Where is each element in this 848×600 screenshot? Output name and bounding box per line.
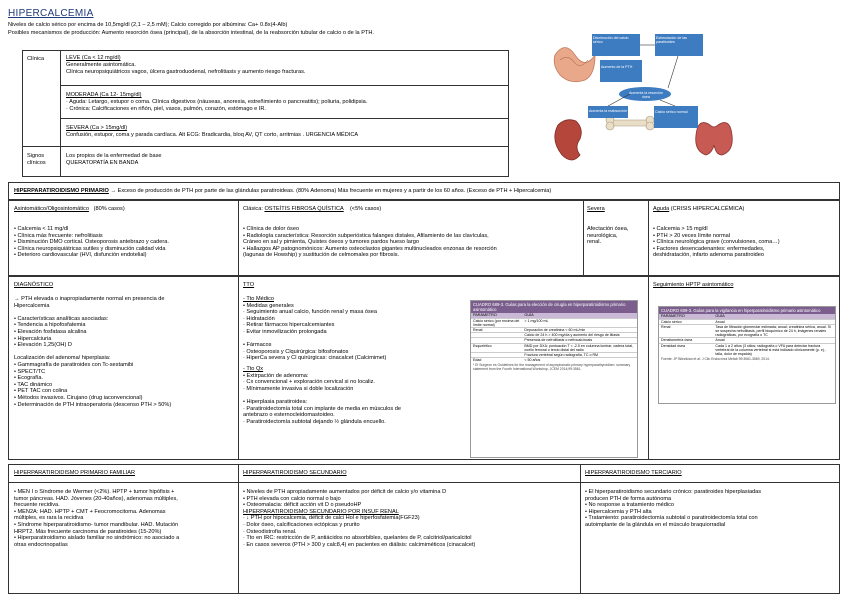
tto-medico-title: - Tto Médico: [243, 296, 274, 302]
familiar-line: otras endocrinopatías: [14, 541, 68, 548]
asintomatico-line: • Calcemia < 11 mg/dl: [14, 226, 69, 232]
clasica-line: • Radiología característica: Resorción subperióstica falanges distales, Afilamiento de las clavículas,: [243, 232, 489, 239]
familiar-list: [14, 489, 179, 548]
clasica-list: [243, 226, 497, 259]
intestine-icon: [554, 48, 595, 82]
tto-title: TTO: [243, 282, 255, 288]
asintomatico-title: Asintomático/Oligosintomático: [14, 206, 89, 212]
diagnostico-line: • Tendencia a hipofosfatemia: [14, 322, 86, 329]
diagram-box-3: Aumento de la PTH: [601, 65, 633, 69]
terciario-line: • Hipercalcemia y PTH alta: [585, 508, 652, 515]
kidney-icon: [555, 120, 582, 160]
severa-title: SEVERA (Ca > 15mg/dl): [66, 125, 128, 131]
secundario-line: · Osteodistrofia renal.: [243, 528, 297, 535]
card2-cell: Cada 1 a 2 años (3 sitios; radiografía o VFA para detectar fractura vertebral de la columna vertebral si está indicado clínicamente (p. ej., talla, dolor de espalda): [715, 343, 826, 357]
aguda-title-2: (CRISIS HIPERCALCÉMICA): [669, 206, 745, 212]
familiar-line: • Hiperparatiroidismo aislado familiar no sindrómico: no asociado a: [14, 535, 180, 542]
severa-col-list: [587, 226, 628, 246]
signos-line-2: QUERATOPATÍA EN BANDA: [66, 160, 139, 166]
pth-pathway-diagram: [550, 30, 745, 175]
card1-footnote: * El Surgeon es Guidelines for the management of asymptomatic primary hyperparathyroidism: summary statement from the Fourth International Workshop. JCEM 2014;99:3561.: [473, 363, 631, 372]
diagnostico-line: • Hipercalciuria: [14, 335, 52, 342]
thyroid-icon: [696, 123, 733, 155]
secundario-line: • PTH elevada con calcio normal o bajo: [243, 495, 341, 502]
moderada-line-2: · Crónica: Calcificaciones en riñón, piel, vasos, pulmón, corazón, estómago e IR.: [66, 106, 266, 112]
pathway-illustration: [550, 30, 745, 175]
clinica-label: Clínica: [27, 56, 45, 62]
diagnostico-line: • Gammagrafía de paratiroides con Tc-sestamibi: [14, 361, 134, 368]
aguda-line: • PTH > 20 veces límite normal: [653, 232, 731, 239]
hpp-header-title: HIPERPARATIROIDISMO PRIMARIO: [14, 188, 109, 194]
card2-footnote: Fuente: JP Bilezikian et al: J Clin Endocrinol Metab 99:3561-3569, 2014.: [661, 357, 770, 362]
diagram-box-2: Estimulación de las paratiroides: [656, 36, 687, 45]
moderada-line-1: · Aguda: Letargo, estupor o coma. Clínica digestivos (náuseas, anorexia, estreñimiento o pancreatitis); poliuria, polidipsia.: [66, 99, 368, 105]
secundario-line: · Dolor óseo, calcificaciones ectópicas y prurito: [243, 521, 360, 528]
leve-line-1: Generalmente asintomática.: [66, 62, 136, 68]
clasica-line: Cráneo en sal y pimienta, Quistes óseos y tumores pardos hueso largo: [243, 239, 419, 246]
card2-head-2: GUÍA: [715, 314, 725, 318]
terciario-line: • Tratamiento: paratiroidectomía subtotal o paratiroidectomía total con: [585, 515, 758, 522]
clasica-title-b: OSTEÍTIS FIBROSA QUÍSTICA: [264, 206, 344, 212]
card2-head-1: PARÁMETRO: [661, 314, 685, 318]
card1-cell: [471, 338, 522, 342]
asintomatico-list: [14, 226, 169, 259]
card1-cell: > 1 mg/100 mL: [524, 318, 549, 323]
tto-line: · HiperCa severa y Cl quirúrgicas: cinacalcet (Calcimimet): [243, 355, 387, 362]
card2-cell: Anual: [715, 338, 725, 343]
page-title: HIPERCALCEMIA: [8, 8, 94, 19]
card2-cell: Densidad ósea: [661, 343, 685, 348]
tto-line: · Osteoporosis y Clquirúrgica: bifosfonatos: [243, 348, 349, 355]
terciario-list: [585, 489, 761, 529]
diagnostico-line: [14, 349, 171, 356]
asintomatico-line: • Clínica más frecuente: nefrolitiasis: [14, 232, 103, 239]
clasica-pct: (<5% casos): [349, 206, 382, 212]
moderada-title: MODERADA (Ca 12- 15mg/dl): [66, 92, 142, 98]
familiar-line: múltiples, es rara la recidiva: [14, 515, 84, 522]
card1-cell: Depuración de creatinina < 60 mL/min: [524, 328, 586, 332]
diagnostico-list: [14, 296, 171, 408]
secundario-line: · Tto en IRC: restricción de P, antiácidos no absorbibles, quelantes de P, calcitriol/paricalcitol: [243, 535, 472, 542]
aguda-line: • Calcemia > 15 mg/dl: [653, 226, 708, 232]
familiar-line: • MEN2A: HAD. HPTP + CMT + Feocromocitoma. Adenomas: [14, 508, 166, 515]
leve-line-2: Clínica neuropsiquiátricos vagos, úlcera gastroduodenal, nefrolitiasis y aumento riesgo fracturas.: [66, 69, 306, 75]
tto-line: · Retirar fármacos hipercalcemiantes: [243, 322, 335, 329]
aguda-line: • Factores desencadenantes: enfermedades,: [653, 245, 765, 252]
seguimiento-title: Seguimiento HPTP asintomático: [653, 282, 734, 288]
signos-label-2: clínicos: [27, 160, 46, 166]
clasica-line: • Hallazgos AP patognomónicos: Aumento osteoclastos gigantes multinucleados enzonas de resorción: [243, 245, 497, 252]
severa-line-1: Confusión, estupor, coma y parada cardíaca. Alt ECG: Bradicardia, bloq AV, QT corto, arritmias . URGENCIA MÉDICA: [66, 132, 359, 138]
tto-line: • Fármacos: [243, 342, 272, 349]
surgery-guidelines-card: [470, 300, 638, 458]
tto-line: · Cx convencional + exploración cervical si no localiz.: [243, 379, 375, 386]
diagnostico-line: • TAC dinámico: [14, 381, 53, 388]
tto-line: · Paratiroidectomía total con implante de media en músculos de: [243, 405, 401, 412]
hpp-header: [14, 188, 551, 195]
secundario-line: · En casos severos (PTH > 300 y calc8,4) en pacientes en diálisis: calcimiméticos (cinacalcet): [243, 541, 476, 548]
tto-line: · Mínimamente invasiva si doble localización: [243, 385, 354, 392]
card1-cell: Esquelético: [473, 343, 492, 348]
card1-cell: Calcio de 24 h > 400 mg/día y aumento del riesgo de litiasis: [524, 333, 620, 338]
card2-cell: Tasa de filtración glomerular estimada; anual; creatinina sérica, anual. Si se sospecha nefrolitiasis, perfil bioquímico de 24 h, imágenes renales radiográficas, por ecografía o TC: [715, 324, 831, 338]
card1-cell: [471, 353, 522, 357]
asintomatico-line: • Clínica neuropsiquiátricas sutiles y disminución calidad vida: [14, 245, 166, 252]
diagnostico-line: Hipercalcemia: [14, 302, 50, 309]
card1-title: CUADRO 689-3. Guías para la elección de cirugía en hiperparatiroidismo primario asintomático: [471, 301, 637, 313]
tto-line: [243, 392, 401, 399]
asintomatico-pct: (80% casos): [93, 206, 125, 212]
clasica-line: (lagunas de Howship) y sustitución de celmomales por fibrosis.: [243, 252, 400, 259]
secundario-line: • Niveles de PTH apropiadamente aumentados por déficit de calcio y/o vitamina D: [243, 489, 447, 495]
signos-label-1: Signos: [27, 153, 45, 159]
diagnostico-line: • PET TAC con colina: [14, 388, 68, 395]
card1-head-2: GUÍA: [524, 313, 534, 317]
asintomatico-line: • Deterioro cardiovascular (HVI, disfunción endotelial): [14, 252, 147, 259]
clasica-title-row: [243, 206, 381, 213]
diagnostico-line: • Métodos invasivos. Cirujano (drug iaconvencional): [14, 394, 143, 401]
aguda-list: [653, 226, 780, 259]
leve-title: LEVE (Ca < 12 mg/dl): [66, 55, 121, 61]
aguda-title-row: [653, 206, 744, 213]
intro-line-1: Niveles de calcio sérico por encima de 10,5mg/dl (2,1 – 2,5 mM); Calcio corregido por albúmina: Ca+ 0.8x(4-Alb): [8, 22, 288, 28]
hpp-header-text: → Exceso de producción de PTH por parte de las glándulas paratiroideas. (80% Adenoma) Más frecuente en mujeres y a partir de los 60 años. (Exceso de PTH + Hipercalcemia): [108, 188, 552, 194]
clasica-title-a: Clásica:: [243, 206, 265, 212]
severa-col-line: Afectación ósea,: [587, 226, 629, 232]
card1-cell: Presencia de nefrolitiasis o nefrocalcinosis: [524, 338, 593, 343]
secundario-line: • Osteomalacia: déficit acción vit D o pseudoHP: [243, 502, 362, 509]
clasica-line: • Clínica de dolor óseo: [243, 226, 300, 232]
diagram-box-5: Aumenta la reabsorción: [589, 109, 627, 113]
tto-line: • Medidas generales: [243, 302, 294, 309]
severa-col-title: Severa: [587, 206, 605, 212]
card1-cell: Renal: [473, 328, 483, 332]
diagnostico-line: • Determinación de PTH intraoperatoria (descenso PTH > 50%): [14, 401, 172, 408]
familiar-line: • MEN I o Síndrome de Wermer (<2%). HPTP + tumor hipófisis +: [14, 489, 175, 495]
card2-cell: Anual: [715, 319, 725, 324]
terciario-title: HIPERPARATIROIDISMO TERCIARIO: [585, 470, 682, 476]
tto-line: · Seguimiento anual calcio, función renal y masa ósea: [243, 309, 378, 316]
diagnostico-line: • Ecografía.: [14, 375, 44, 382]
aguda-title: Aguda: [653, 206, 670, 212]
secundario-line: · ↓ PTH por hipocalcemia, déficit de calci Hol e hiperfosfatemia(FGF23): [243, 515, 420, 522]
card1-cell: < 50 años: [524, 358, 541, 363]
tto-line: antebrazo o esternocleidomastoideo.: [243, 412, 335, 419]
familiar-line: tumor páncreas. HAD. Jóvenes (20-40años), adenomas múltiples,: [14, 495, 178, 502]
intro-line-2: Posibles mecanismos de producción: Aumento resorción ósea (principal), de la absorción intestinal, de la reabsorción tubular de calcio o de la PTH.: [8, 30, 374, 36]
familiar-line: frecuente recidiva.: [14, 502, 60, 509]
asintomatico-title-row: [14, 206, 125, 213]
secundario-title: HIPERPARATIROIDISMO SECUNDARIO: [243, 470, 347, 476]
asintomatico-line: • Disminución DMO cortical. Osteoporosis antebrazo y cadera.: [14, 239, 169, 246]
card2-title: CUADRO 689-3. Guías para la vigilancia en hiperparatiroidismo primario asintomático: [659, 307, 835, 314]
card1-cell: [471, 333, 522, 337]
tto-line: · Evitar inmovilización prolongada: [243, 328, 327, 335]
diagram-box-4: Aumenta la resorción ósea: [629, 91, 663, 100]
tto-medico-list: [243, 296, 401, 425]
diagnostico-line: • Características analíticas asociadas:: [14, 315, 109, 322]
severa-col-line: renal.: [587, 239, 601, 246]
diagnostico-line: [14, 309, 171, 316]
card2-cell: Calcio sérico: [661, 319, 682, 324]
card1-head-1: PARÁMETRO: [473, 313, 497, 317]
card1-cell: Edad: [473, 358, 482, 363]
bone-icon: [610, 120, 650, 126]
terciario-line: • El hiperparatiroidismo secundario crónico: paratiroides hiperplasiadas: [585, 489, 762, 495]
diagnostico-line: • Elevación fosfatasa alcalina: [14, 328, 87, 335]
aguda-line: deshidratación, infarto adenoma paratiroideo: [653, 252, 765, 259]
diagram-box-1: Disminución del calcio sérico: [593, 36, 629, 45]
card2-cell: Densitometría ósea: [661, 338, 693, 343]
diagnostico-line: • SPECT/TC: [14, 368, 46, 375]
terciario-line: producen PTH de forma autónoma: [585, 495, 672, 502]
tto-line: · Paratiroidectomía subtotal dejando ½ glándula encuello.: [243, 418, 386, 425]
tto-line: • Hiperplasia paratiroidea:: [243, 398, 308, 405]
card1-cell: Calcio sérico (por encima del límite normal): [473, 318, 520, 327]
secundario-line: HIPERPARATIROIDISMO SECUNDARIO POR INSUF RENAL: [243, 508, 399, 515]
card2-cell: Renal: [661, 324, 671, 329]
severa-col-line: neurológica,: [587, 232, 618, 239]
terciario-line: autoimplante de la glándula en el músculo braquiorradial: [585, 521, 726, 528]
diagnostico-line: • Elevación 1,25(OH) D: [14, 342, 72, 349]
terciario-line: • No response a tratamiento médico: [585, 502, 675, 509]
card1-cell: Fractura vertebral según radiografía, TC o RM: [524, 353, 599, 358]
signos-line-1: Los propios de la enfermedad de base: [66, 153, 162, 159]
familiar-line: • Síndrome hiperparatiroidismo- tumor mandibular. HAD. Mutación: [14, 521, 179, 528]
diagram-box-6: Calcio sérico normal: [655, 110, 688, 114]
clinica-table: [22, 50, 509, 177]
tto-qx-title: - Tto Qx: [243, 365, 264, 372]
tto-line: · Hidratación: [243, 315, 275, 322]
familiar-line: HRPT2. Más frecuente carcinoma de paratiroides (15-20%): [14, 528, 162, 535]
diagnostico-line: → PTH elevada o inapropiadamente normal en presencia de: [14, 296, 165, 302]
tto-line: [243, 336, 401, 343]
tto-line: • Extirpación de adenoma:: [243, 372, 309, 379]
familiar-title: HIPERPARATIROIDISMO PRIMARIO FAMILIAR: [14, 470, 136, 476]
secundario-list: [243, 489, 475, 548]
diagnostico-line: Localización del adenoma/ hiperplasia:: [14, 355, 111, 362]
surveillance-guidelines-card: [658, 306, 836, 404]
card1-cell: BMD por DXA: puntuación T < -2.5 en columna lumbar, cadera total, cuello femoral o tercio distal del radio: [524, 343, 634, 352]
diagnostico-title: DIAGNÓSTICO: [14, 282, 54, 288]
aguda-line: • Clínica neurológica grave (convulsiones, coma…): [653, 239, 780, 246]
